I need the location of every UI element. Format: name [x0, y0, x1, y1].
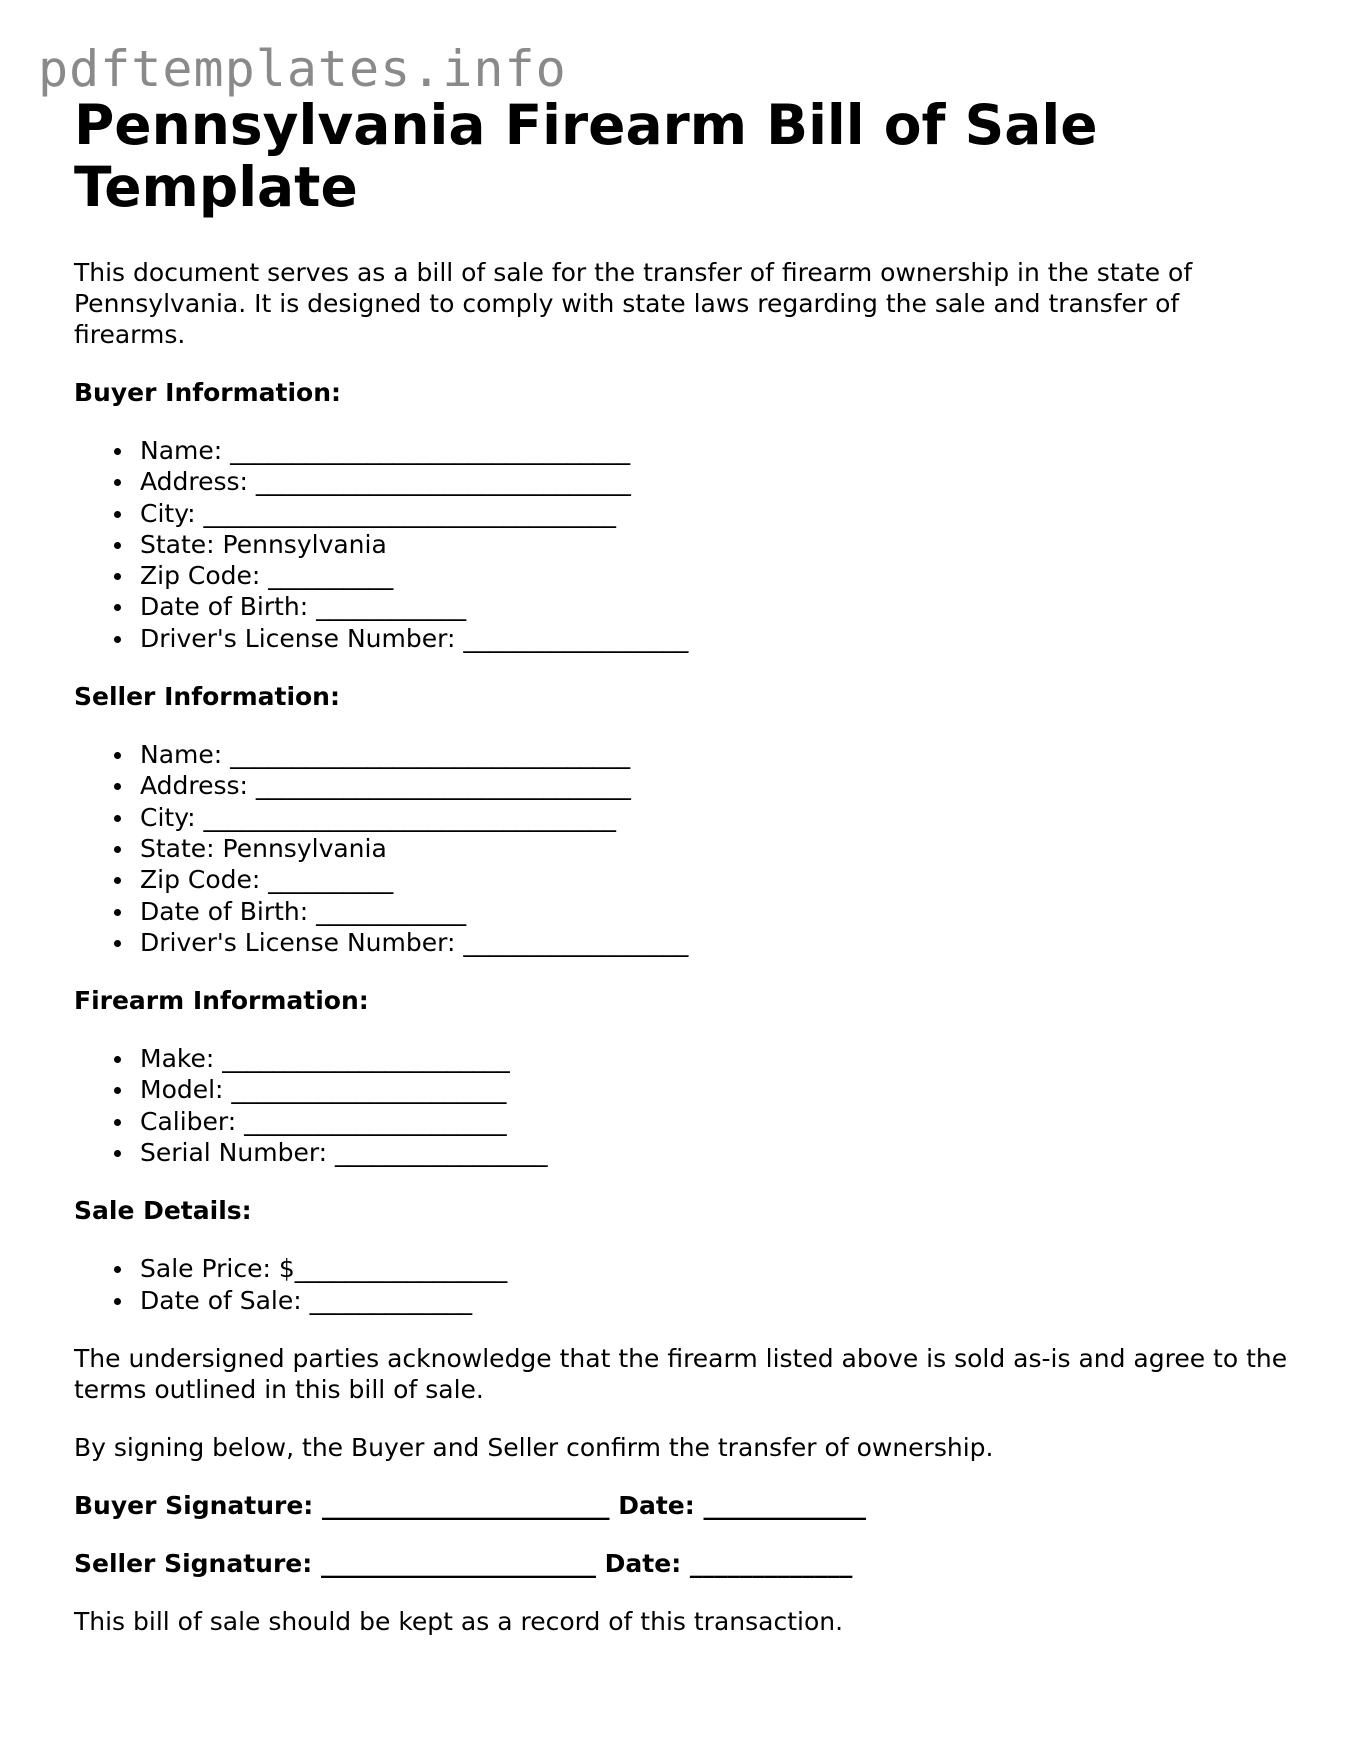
firearm-heading: Firearm Information: — [74, 986, 369, 1016]
sale-field-list — [74, 1253, 1294, 1316]
sale-heading: Sale Details: — [74, 1196, 252, 1226]
confirmation-paragraph: By signing below, the Buyer and Seller confirm the transfer of ownership. — [74, 1432, 994, 1462]
buyer-name-field: Name: ________________________________ — [140, 435, 1294, 466]
buyer-field-list — [74, 435, 1294, 654]
footer-note: This bill of sale should be kept as a record of this transaction. — [74, 1606, 844, 1636]
sale-price-field: Sale Price: $_________________ — [140, 1253, 1294, 1284]
seller-field-list — [74, 739, 1294, 958]
buyer-license-field: Driver's License Number: __________________ — [140, 623, 1294, 654]
seller-zip-field: Zip Code: __________ — [140, 864, 1294, 895]
firearm-make-field: Make: _______________________ — [140, 1043, 1294, 1074]
buyer-address-field: Address: ______________________________ — [140, 466, 1294, 497]
buyer-state-field: State: Pennsylvania — [140, 529, 1294, 560]
seller-name-field: Name: ________________________________ — [140, 739, 1294, 770]
buyer-heading: Buyer Information: — [74, 378, 342, 407]
firearm-caliber-field: Caliber: _____________________ — [140, 1106, 1294, 1137]
seller-license-field: Driver's License Number: __________________ — [140, 927, 1294, 958]
page-title: Pennsylvania Firearm Bill of Sale Template — [74, 93, 1098, 219]
watermark: pdftemplates.info — [38, 40, 567, 98]
buyer-city-field: City: _________________________________ — [140, 498, 1294, 529]
seller-heading: Seller Information: — [74, 682, 340, 712]
sale-date-field: Date of Sale: _____________ — [140, 1285, 1294, 1316]
buyer-dob-field: Date of Birth: ____________ — [140, 591, 1294, 622]
intro-paragraph: This document serves as a bill of sale for the transfer of firearm ownership in the state of Pennsylvania. It is designed to comply with state laws regarding the sale and transfer of firearms. — [74, 258, 1193, 349]
document-body — [74, 94, 1294, 1637]
firearm-serial-field: Serial Number: _________________ — [140, 1137, 1294, 1168]
seller-city-field: City: _________________________________ — [140, 802, 1294, 833]
firearm-field-list — [74, 1043, 1294, 1168]
buyer-signature-line: Buyer Signature: _______________________ Date: _____________ — [74, 1490, 866, 1520]
seller-signature-line: Seller Signature: ______________________ Date: _____________ — [74, 1548, 853, 1578]
seller-state-field: State: Pennsylvania — [140, 833, 1294, 864]
buyer-zip-field: Zip Code: __________ — [140, 560, 1294, 591]
seller-address-field: Address: ______________________________ — [140, 770, 1294, 801]
firearm-model-field: Model: ______________________ — [140, 1074, 1294, 1105]
acknowledgment-paragraph: The undersigned parties acknowledge that the firearm listed above is sold as-is and agree to the terms outlined in this bill of sale. — [74, 1343, 1288, 1404]
seller-dob-field: Date of Birth: ____________ — [140, 896, 1294, 927]
